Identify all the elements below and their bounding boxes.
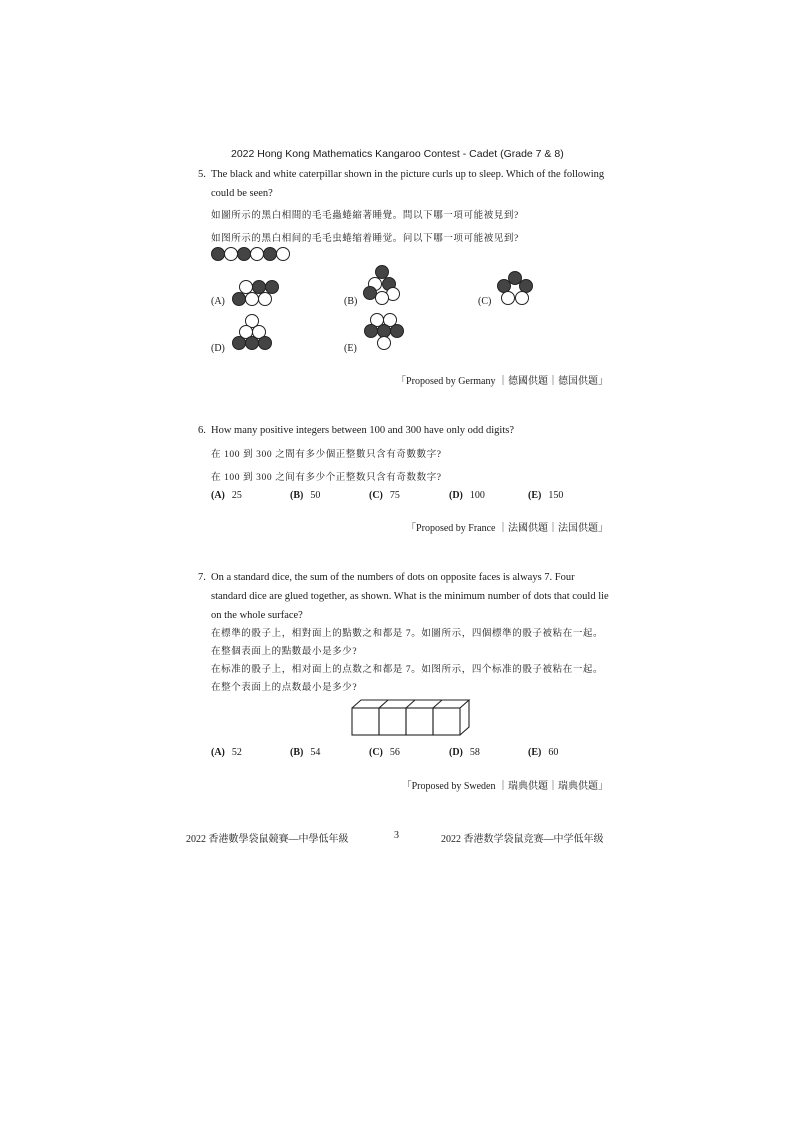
q7-option-a[interactable]: (A) 52: [211, 747, 242, 758]
q7-text-en: On a standard dice, the sum of the numbers of dots on opposite faces is always 7. Four standard dice are glued together, as shown. What is the minimum number of dots that could lie on the whole surface?: [211, 572, 609, 621]
q7-option-e[interactable]: (E) 60: [528, 747, 559, 758]
q5-option-d-figure[interactable]: [230, 313, 280, 353]
footer-left: 2022 香港數學袋鼠競賽—中學低年級: [186, 834, 349, 845]
q5-option-e-figure[interactable]: [360, 312, 412, 354]
q5-option-c-label: (C): [478, 296, 492, 307]
q5-option-a-figure[interactable]: [228, 278, 288, 312]
q6-text-zh-trad: 在 100 到 300 之間有多少個正整數只含有奇數數字?: [211, 450, 442, 460]
q5-proposed-by: 「Proposed by Germany ｜德國供題｜德国供题」: [396, 376, 608, 387]
q5-option-b-label: (B): [344, 296, 358, 307]
q7-option-c[interactable]: (C) 56: [369, 747, 400, 758]
page-header: 2022 Hong Kong Mathematics Kangaroo Contest - Cadet (Grade 7 & 8): [231, 148, 564, 160]
q7-option-b[interactable]: (B) 54: [290, 747, 321, 758]
q5-option-b-figure[interactable]: [360, 264, 410, 308]
q5-option-c-figure[interactable]: [494, 270, 544, 310]
q6-proposed-by: 「Proposed by France ｜法國供題｜法国供题」: [406, 523, 608, 534]
q6-option-b[interactable]: (B) 50: [290, 490, 321, 501]
q6-text-en: How many positive integers between 100 and 300 have only odd digits?: [211, 425, 514, 436]
q6-text-zh-simp: 在 100 到 300 之间有多少个正整数只含有奇数数字?: [211, 473, 442, 483]
q5-number: 5.: [198, 169, 206, 180]
q6-option-d[interactable]: (D) 100: [449, 490, 485, 501]
page-number: 3: [394, 830, 399, 841]
q5-option-d-label: (D): [211, 343, 225, 354]
q6-option-c[interactable]: (C) 75: [369, 490, 400, 501]
q6-number: 6.: [198, 425, 206, 436]
q7-number: 7.: [198, 572, 206, 583]
glued-dice-figure: [348, 698, 472, 738]
q5-option-a-label: (A): [211, 296, 225, 307]
q5-text-en: The black and white caterpillar shown in the picture curls up to sleep. Which of the following could be seen?: [211, 169, 605, 199]
footer-right: 2022 香港数学袋鼠竞赛—中学低年级: [441, 834, 604, 845]
q6-option-a[interactable]: (A) 25: [211, 490, 242, 501]
q7-text-zh-trad: 在標準的骰子上，相對面上的點數之和都是 7。如圖所示，四個標準的骰子被粘在一起。在整個表面上的點數最小是多少?: [211, 629, 604, 657]
caterpillar-figure: [210, 245, 300, 263]
q6-option-e[interactable]: (E) 150: [528, 490, 564, 501]
q5-text-zh-simp: 如图所示的黑白相间的毛毛虫蜷缩着睡觉。问以下哪一项可能被见到?: [211, 234, 519, 244]
q7-text-zh-simp: 在标准的骰子上，相对面上的点数之和都是 7。如图所示，四个标准的骰子被粘在一起。在整个表面上的点数最小是多少?: [211, 665, 604, 693]
q5-option-e-label: (E): [344, 343, 357, 354]
q5-text-zh-trad: 如圖所示的黑白相間的毛毛蟲蜷縮著睡覺。問以下哪一項可能被見到?: [211, 211, 519, 221]
q7-proposed-by: 「Proposed by Sweden ｜瑞典供題｜瑞典供题」: [401, 781, 608, 792]
q7-option-d[interactable]: (D) 58: [449, 747, 480, 758]
